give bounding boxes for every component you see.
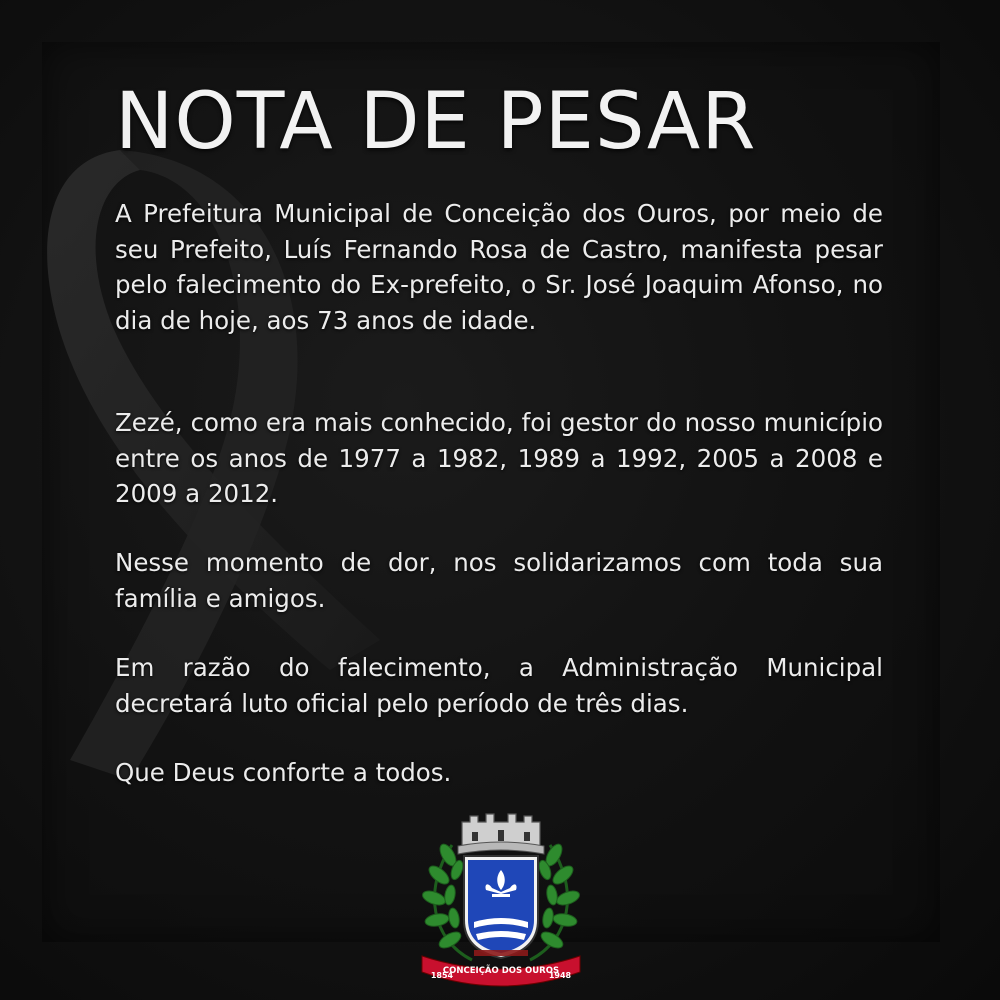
mural-crown-icon xyxy=(458,814,544,854)
paragraph-announcement: A Prefeitura Municipal de Conceição dos Ouros, por meio de seu Prefeito, Luís Fernando Rosa de Castro, manifesta pesar pelo falecimento do Ex-prefeito, o Sr. José Joaquim Afonso, no dia de hoje, aos 73 anos de idade. xyxy=(115,199,883,335)
crest-year-left: 1854 xyxy=(430,971,454,980)
page-title: NOTA DE PESAR xyxy=(115,77,757,167)
paragraph-official-mourning: Em razão do falecimento, a Administração Municipal decretará luto oficial pelo período de três dias. xyxy=(115,653,883,718)
crest-banner-text: CONCEIÇÃO DOS OUROS xyxy=(442,966,560,976)
paragraph-closing: Que Deus conforte a todos. xyxy=(115,758,452,787)
paragraph-biography: Zezé, como era mais conhecido, foi gestor do nosso município entre os anos de 1977 a 1982, 1989 a 1992, 2005 a 2008 e 2009 a 2012. xyxy=(115,408,883,508)
coat-of-arms-logo xyxy=(412,810,590,990)
crest-year-right: 1948 xyxy=(548,971,572,980)
shield-icon xyxy=(464,856,538,958)
paragraph-condolences: Nesse momento de dor, nos solidarizamos com toda sua família e amigos. xyxy=(115,548,883,613)
